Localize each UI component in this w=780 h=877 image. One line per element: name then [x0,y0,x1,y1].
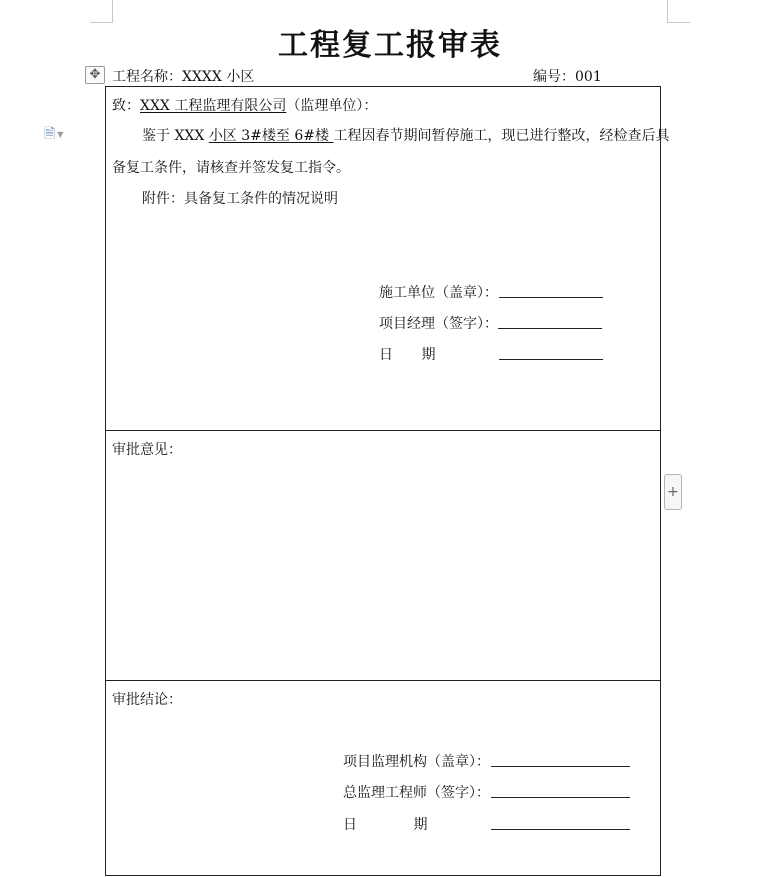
document-title: 工程复工报审表 [278,28,502,63]
supervision-agency-seal-field[interactable] [491,752,630,767]
body-paragraph-line1: 鉴于 XXX 小区 3#楼至 6#楼 工程因春节期间暂停施工，现已进行整改，经检查后具 [142,128,670,144]
review-opinion-label: 审批意见： [112,442,182,458]
contractor-seal-label: 施工单位（盖章）： [379,285,498,301]
chief-engineer-label: 总监理工程师（签字）： [343,785,490,801]
plus-icon: + [667,484,679,500]
review-opinion-cell[interactable] [106,431,660,681]
chief-engineer-field[interactable] [491,783,630,798]
move-arrows-icon: ✥ [89,67,101,82]
attachment-note: 附件：具备复工条件的情况说明 [142,191,338,207]
add-column-button[interactable] [664,474,682,510]
review-conclusion-cell[interactable] [106,681,660,877]
contractor-seal-field[interactable] [499,283,603,298]
project-manager-field[interactable] [498,314,602,329]
paragraph-options-button[interactable] [44,123,72,142]
conclusion-date-label: 日 期 [343,817,428,833]
building-range: 小区 3#楼至 6#楼 [208,128,334,144]
contractor-date-field[interactable] [499,345,603,360]
contractor-date-label: 日 期 [379,347,436,363]
project-name: 工程名称：XXXX 小区 [112,69,255,85]
project-manager-label: 项目经理（签字）： [379,316,498,332]
supervisor-company: XXX 工程监理有限公司 [140,98,287,114]
conclusion-date-field[interactable] [491,815,630,830]
document-icon: 🗎 [44,126,56,142]
chevron-down-icon: ▼ [57,129,64,139]
review-form-table [105,86,670,876]
body-paragraph-line2: 备复工条件，请核查并签发复工指令。 [112,160,350,176]
addressee-line: 致：XXX 工程监理有限公司（监理单位）： [112,98,378,114]
supervision-agency-seal-label: 项目监理机构（盖章）： [343,754,490,770]
serial-number: 编号：001 [533,69,602,85]
table-move-handle[interactable] [85,66,105,84]
contractor-application-cell[interactable] [106,87,670,431]
review-conclusion-label: 审批结论： [112,692,182,708]
